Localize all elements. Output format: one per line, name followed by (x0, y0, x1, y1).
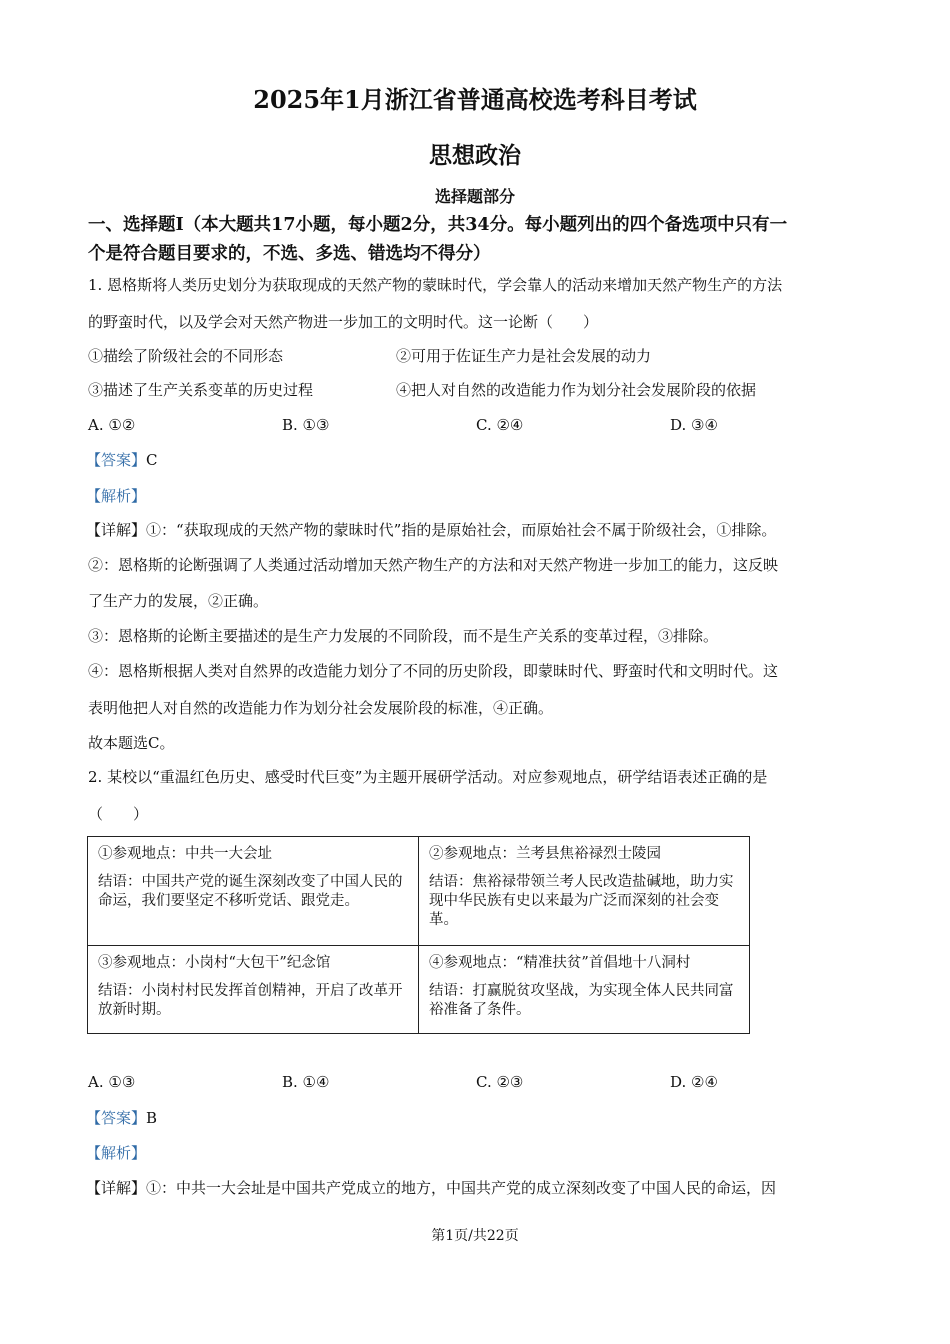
detail-line (86, 1178, 776, 1198)
table-cell (88, 945, 419, 1033)
option-b: B. ①③ (282, 416, 330, 434)
cell-place: ①参观地点：中共一大会址 (98, 846, 272, 862)
option-c: C. ②③ (476, 1073, 524, 1091)
detail-text: ①：“获取现成的天然产物的蒙昧时代”指的是原始社会，而原始社会不属于阶级社会，①排除。 (146, 521, 777, 539)
option-b: B. ①④ (282, 1073, 330, 1091)
detail-text: 故本题选C。 (88, 734, 175, 752)
answer-value: B (146, 1109, 158, 1127)
section-heading: 一、选择题I（本大题共17小题，每小题2分，共34分。每小题列出的四个备选项中只有一 (88, 215, 788, 235)
question-stem: 2. 某校以“重温红色历史、感受时代巨变”为主题开展研学活动。对应参观地点，研学结语表述正确的是 (88, 768, 768, 786)
detail-text: 了生产力的发展，②正确。 (88, 592, 269, 610)
question-stem: （ ） (88, 805, 149, 823)
statement: ③描述了生产关系变革的历史过程 (88, 381, 314, 399)
table-cell (419, 837, 750, 946)
exam-title: 2025年1月浙江省普通高校选考科目考试 (253, 85, 697, 114)
part-title: 选择题部分 (434, 187, 515, 206)
detail-text: ④：恩格斯根据人类对自然界的改造能力划分了不同的历史阶段，即蒙昧时代、野蛮时代和文明时代。这 (88, 662, 779, 680)
answer-line (86, 450, 158, 470)
table-cell (88, 837, 419, 946)
detail-line (86, 520, 776, 540)
answer-line (86, 1108, 157, 1128)
answer-value: C (146, 451, 158, 469)
option-a: A. ①③ (88, 1073, 136, 1091)
question-stem: 1. 恩格斯将人类历史划分为获取现成的天然产物的蒙昧时代，学会靠人的活动来增加天然产物生产的方法 (88, 276, 783, 294)
option-d: D. ②④ (670, 1073, 718, 1091)
cell-conclusion: 结语：中国共产党的诞生深刻改变了中国人民的命运，我们要坚定不移听党话、跟党走。 (98, 874, 403, 909)
analysis-tag: 【解析】 (86, 487, 147, 505)
option-a: A. ①② (88, 416, 136, 434)
answer-tag: 【答案】 (86, 451, 147, 469)
statement: ④把人对自然的改造能力作为划分社会发展阶段的依据 (396, 381, 757, 399)
cell-place: ②参观地点：兰考县焦裕禄烈士陵园 (429, 846, 661, 862)
option-c: C. ②④ (476, 416, 524, 434)
detail-text: ②：恩格斯的论断强调了人类通过活动增加天然产物生产的方法和对天然产物进一步加工的能力，这反映 (88, 556, 779, 574)
statement: ②可用于佐证生产力是社会发展的动力 (396, 347, 652, 365)
answer-tag: 【答案】 (86, 1109, 147, 1127)
detail-text: ①：中共一大会址是中国共产党成立的地方，中国共产党的成立深刻改变了中国人民的命运，因 (146, 1179, 777, 1197)
cell-place: ④参观地点：“精准扶贫”首倡地十八洞村 (429, 954, 691, 971)
option-d: D. ③④ (670, 416, 718, 434)
question-stem: 的野蛮时代，以及学会对天然产物进一步加工的文明时代。这一论断（ ） (88, 313, 599, 331)
detail-tag: 【详解】 (86, 521, 147, 539)
cell-place: ③参观地点：小岗村“大包干”纪念馆 (98, 954, 331, 971)
subject-title: 思想政治 (429, 142, 521, 169)
cell-conclusion: 结语：焦裕禄带领兰考人民改造盐碱地，助力实现中华民族有史以来最为广泛而深刻的社会变革。 (429, 874, 734, 928)
detail-text: ③：恩格斯的论断主要描述的是生产力发展的不同阶段，而不是生产关系的变革过程，③排除。 (88, 627, 719, 645)
cell-conclusion: 结语：打赢脱贫攻坚战，为实现全体人民共同富裕准备了条件。 (429, 982, 734, 1018)
cell-conclusion: 结语：小岗村村民发挥首创精神，开启了改革开放新时期。 (98, 982, 403, 1018)
detail-tag: 【详解】 (86, 1179, 147, 1197)
page-footer: 第1页/共22页 (431, 1228, 519, 1244)
statement: ①描绘了阶级社会的不同形态 (88, 347, 284, 365)
section-heading: 个是符合题目要求的，不选、多选、错选均不得分） (88, 244, 491, 264)
visit-table (87, 836, 750, 1034)
detail-text: 表明他把人对自然的改造能力作为划分社会发展阶段的标准，④正确。 (88, 699, 554, 717)
analysis-tag: 【解析】 (86, 1144, 147, 1162)
table-cell (419, 945, 750, 1033)
